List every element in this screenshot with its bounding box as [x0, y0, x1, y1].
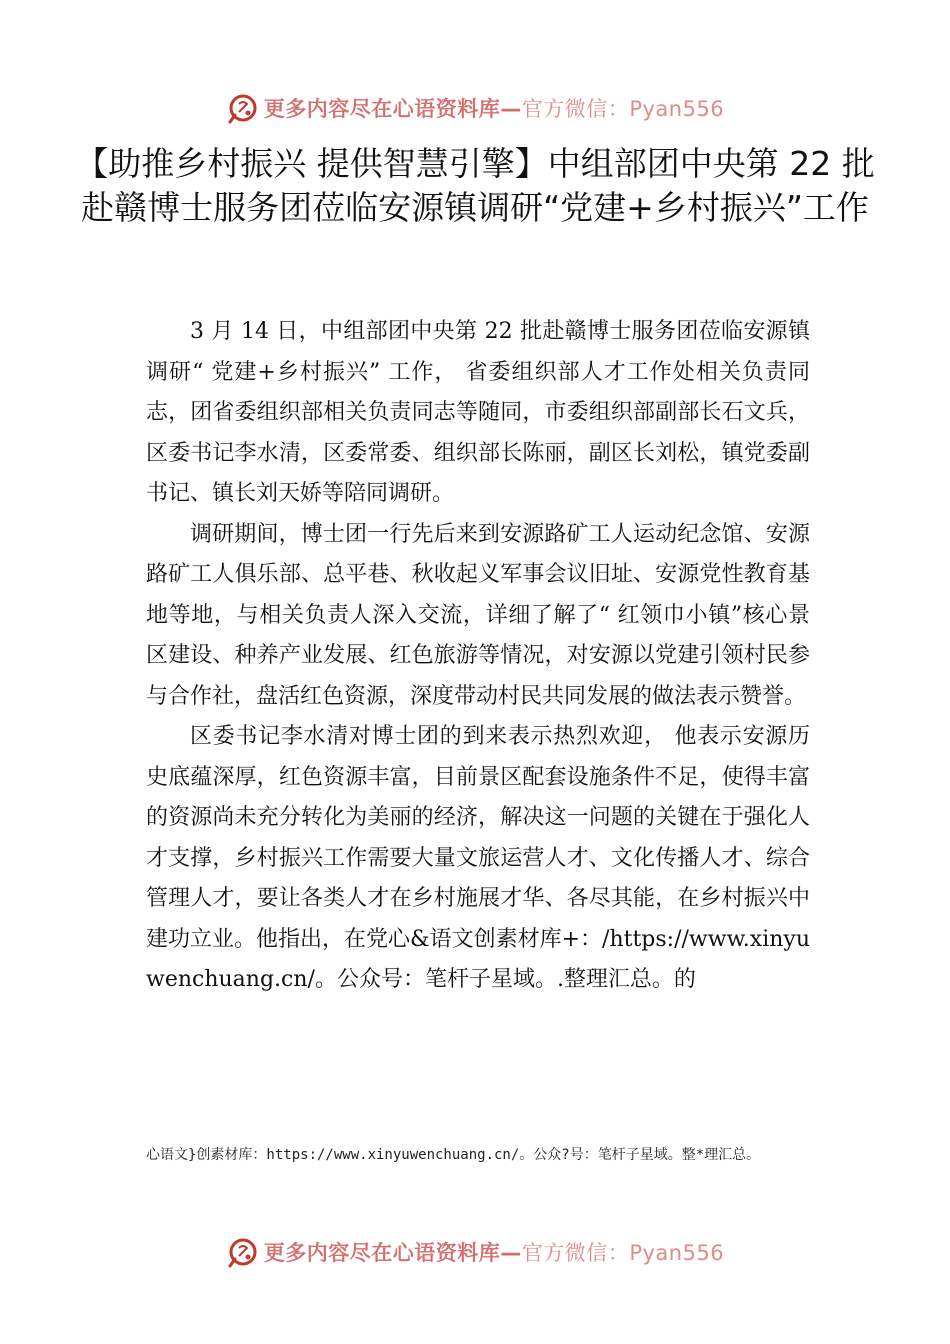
footer-banner: [0, 1232, 950, 1272]
banner-wechat-id: Pyan556: [629, 97, 725, 121]
header-banner: [0, 88, 950, 128]
brand-logo-icon: [226, 91, 260, 125]
banner-wechat-label: 官方微信：: [521, 1241, 630, 1265]
banner-text: [264, 1237, 724, 1267]
banner-text: [264, 93, 724, 123]
banner-wechat-id: Pyan556: [629, 1241, 725, 1265]
banner-main-text: 更多内容尽在心语资料库—: [263, 97, 522, 121]
banner-wechat-label: 官方微信：: [521, 97, 630, 121]
banner-main-text: 更多内容尽在心语资料库—: [263, 1241, 522, 1265]
footer-note: 心语文}创素材库：https://www.xinyuwenchuang.cn/。公众?号：笔杆子星域。整*理汇总。: [146, 1147, 761, 1163]
brand-logo-icon: [226, 1235, 260, 1269]
article-body: [146, 312, 810, 1001]
paragraph-1: 3 月 14 日，中组部团中央第 22 批赴赣博士服务团莅临安源镇调研“ 党建+乡村振兴” 工作， 省委组织部人才工作处相关负责同志，团省委组织部相关负责同志等随同，市委组织部副部长石文兵，区委书记李水清，区委常委、组织部长陈丽，副区长刘松，镇党委副书记、镇长刘天娇等陪同调研。: [146, 319, 810, 506]
paragraph-3: 区委书记李水清对博士团的到来表示热烈欢迎， 他表示安源历史底蕴深厚，红色资源丰富，目前景区配套设施条件不足，使得丰富的资源尚未充分转化为美丽的经济，解决这一问题的关键在于强化人才支撑，乡村振兴工作需要大量文旅运营人才、文化传播人才、综合管理人才，要让各类人才在乡村施展才华、各尽其能，在乡村振兴中建功立业。他指出，在党心&语文创素材库+：/https://www.xinyuwenchuang.cn/。公众号：笔杆子星域。.整理汇总。的: [146, 724, 810, 992]
paragraph-2: 调研期间，博士团一行先后来到安源路矿工人运动纪念馆、安源路矿工人俱乐部、总平巷、秋收起义军事会议旧址、安源党性教育基地等地，与相关负责人深入交流，详细了解了“ 红领巾小镇”核心景区建设、种养产业发展、红色旅游等情况，对安源以党建引领村民参与合作社，盘活红色资源，深度带动村民共同发展的做法表示赞誉。: [146, 521, 810, 709]
page-title: 【助推乡村振兴 提供智慧引擎】中组部团中央第 22 批赴赣博士服务团莅临安源镇调研“党建+乡村振兴”工作: [75, 144, 875, 227]
